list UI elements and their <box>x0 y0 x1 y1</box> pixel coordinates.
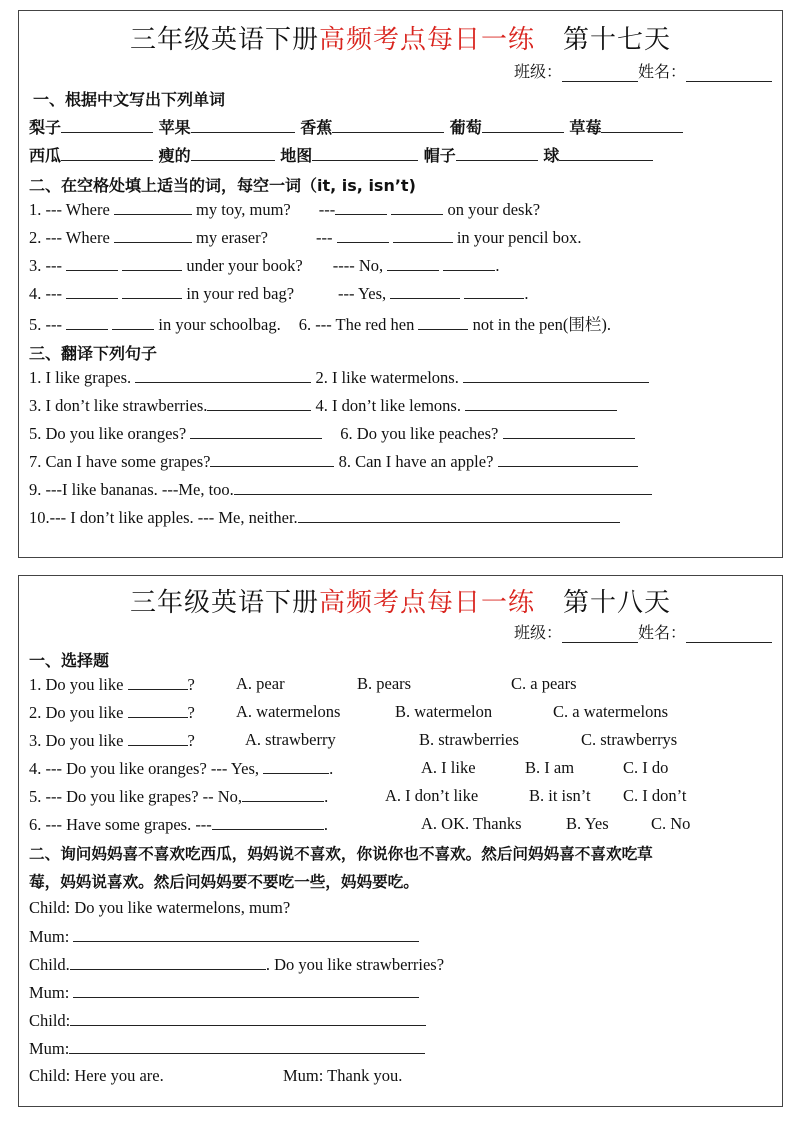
title-red: 高频考点每日一练 <box>318 588 535 618</box>
answer-blank[interactable] <box>73 982 419 998</box>
page-title <box>19 19 782 56</box>
words-row-1 <box>29 115 683 138</box>
mc-line-5 <box>29 786 687 807</box>
answer-blank[interactable] <box>559 145 653 161</box>
answer-blank[interactable] <box>128 674 188 690</box>
answer-blank[interactable] <box>70 1010 426 1026</box>
title-black: 三年级英语下册 <box>129 25 319 55</box>
answer-blank[interactable] <box>503 423 635 439</box>
q-text: 3. Do you like <box>29 731 124 750</box>
answer-blank[interactable] <box>191 145 275 161</box>
option-c[interactable]: C. a watermelons <box>553 702 669 721</box>
answer-blank[interactable] <box>393 227 453 243</box>
word-label: 地图 <box>280 146 313 165</box>
answer-blank[interactable] <box>135 367 311 383</box>
answer-blank[interactable] <box>66 283 118 299</box>
words-row-2 <box>29 143 653 166</box>
q-text: Mum: Thank you. <box>283 1066 403 1085</box>
answer-blank[interactable] <box>465 395 617 411</box>
fill-line-4 <box>29 283 529 304</box>
class-name-row <box>514 59 772 82</box>
dialog-line-7 <box>29 1066 403 1086</box>
q-text: 4. --- Do you like oranges? --- Yes, <box>29 759 260 778</box>
answer-blank[interactable] <box>312 145 418 161</box>
option-a[interactable]: A. watermelons <box>236 702 341 721</box>
q-text: . <box>329 759 334 778</box>
section2-heading: 二、在空格处填上适当的词，每空一词（it, is, isn’t) <box>29 176 416 195</box>
q-text: 7. Can I have some grapes? <box>29 452 211 471</box>
dialog-line-5 <box>29 1010 426 1031</box>
class-name-row <box>514 620 772 643</box>
option-b[interactable]: B. it isn’t <box>529 786 591 805</box>
answer-blank[interactable] <box>190 423 322 439</box>
answer-blank[interactable] <box>391 199 443 215</box>
answer-blank[interactable] <box>263 758 329 774</box>
answer-blank[interactable] <box>298 507 620 523</box>
answer-blank[interactable] <box>482 117 564 133</box>
option-b[interactable]: B. pears <box>357 674 412 693</box>
q-text: 9. ---I like bananas. ---Me, too. <box>29 480 234 499</box>
q-text: 6. Do you like peaches? <box>340 424 499 443</box>
answer-blank[interactable] <box>66 314 108 330</box>
answer-blank[interactable] <box>463 367 649 383</box>
mc-line-1 <box>29 674 577 695</box>
answer-blank[interactable] <box>212 814 324 830</box>
answer-blank[interactable] <box>112 314 154 330</box>
q-text: on your desk? <box>447 200 541 219</box>
answer-blank[interactable] <box>122 283 182 299</box>
option-c[interactable]: C. I do <box>623 758 669 777</box>
mc-line-3 <box>29 730 678 751</box>
word-label: 草莓 <box>569 118 602 137</box>
option-b[interactable]: B. Yes <box>566 814 609 833</box>
dialog-line-1: Child: Do you like watermelons, mum? <box>29 898 291 917</box>
option-a[interactable]: A. I like <box>421 758 476 777</box>
q-text: Child: Here you are. <box>29 1066 164 1085</box>
word-label: 瘦的 <box>158 146 191 165</box>
dialog-line-4 <box>29 982 419 1003</box>
translate-line-1 <box>29 367 649 388</box>
q-text: 2. I like watermelons. <box>315 368 459 387</box>
answer-blank[interactable] <box>122 255 182 271</box>
answer-blank[interactable] <box>128 730 188 746</box>
q-text: . <box>524 284 529 303</box>
mc-line-6 <box>29 814 691 835</box>
title-black: 三年级英语下册 <box>129 588 319 618</box>
word-label: 梨子 <box>29 118 62 137</box>
translate-line-3 <box>29 423 635 444</box>
answer-blank[interactable] <box>456 145 538 161</box>
option-c[interactable]: C. strawberrys <box>581 730 678 749</box>
q-text: . <box>495 256 500 275</box>
fill-line-3 <box>29 255 500 276</box>
answer-blank[interactable] <box>335 199 387 215</box>
answer-blank[interactable] <box>70 954 266 970</box>
word-label: 苹果 <box>158 118 191 137</box>
title-day: 第十七天 <box>563 25 672 55</box>
q-text: in your red bag? <box>186 284 295 303</box>
q-text: 4. --- <box>29 284 62 303</box>
answer-blank[interactable] <box>61 117 153 133</box>
q-text: my toy, mum? <box>196 200 291 219</box>
class-label: 班级： <box>513 625 562 642</box>
dialog-line-6 <box>29 1038 425 1059</box>
q-text: my eraser? <box>196 228 268 247</box>
worksheet-day17 <box>18 10 783 558</box>
q-text: ---- No, <box>332 256 384 275</box>
word-label: 球 <box>543 146 560 165</box>
title-day: 第十八天 <box>563 588 672 618</box>
answer-blank[interactable] <box>464 283 524 299</box>
answer-blank[interactable] <box>443 255 495 271</box>
q-text: . <box>324 787 329 806</box>
option-c[interactable]: C. No <box>651 814 691 833</box>
q-text: 1. --- Where <box>29 200 110 219</box>
option-b[interactable]: B. strawberries <box>419 730 519 749</box>
q-text: . Do you like strawberries? <box>265 955 445 974</box>
answer-blank[interactable] <box>207 395 311 411</box>
answer-blank[interactable] <box>128 702 188 718</box>
answer-blank[interactable] <box>242 786 324 802</box>
q-text: under your book? <box>186 256 303 275</box>
option-a[interactable]: A. OK. Thanks <box>421 814 522 833</box>
speaker: Mum: <box>29 1039 70 1058</box>
q-text: 3. I don’t like strawberries. <box>29 396 208 415</box>
speaker: Mum: <box>29 927 70 946</box>
answer-blank[interactable] <box>114 199 192 215</box>
q-text: . <box>323 815 328 834</box>
name-label: 姓名： <box>637 625 686 642</box>
q-text: 2. --- Where <box>29 228 110 247</box>
option-b[interactable]: B. watermelon <box>395 702 493 721</box>
q-text: not in the pen(围栏). <box>472 315 611 334</box>
name-blank[interactable] <box>686 626 772 643</box>
answer-blank[interactable] <box>498 451 638 467</box>
answer-blank[interactable] <box>234 479 652 495</box>
fill-line-5 <box>29 311 611 335</box>
answer-blank[interactable] <box>69 1038 425 1054</box>
section2-heading-line2: 莓，妈妈说喜欢。然后问妈妈要不要吃一些，妈妈要吃。 <box>29 873 419 891</box>
q-text: in your schoolbag. <box>158 315 281 334</box>
class-blank[interactable] <box>562 626 638 643</box>
q-text: 6. --- The red hen <box>298 315 415 334</box>
option-a[interactable]: A. pear <box>236 674 285 693</box>
translate-line-2 <box>29 395 617 416</box>
option-a[interactable]: A. I don’t like <box>385 786 479 805</box>
answer-blank[interactable] <box>601 117 683 133</box>
dialog-line-3 <box>29 954 444 975</box>
q-text: 5. --- <box>29 315 62 334</box>
option-b[interactable]: B. I am <box>525 758 575 777</box>
class-blank[interactable] <box>562 65 638 82</box>
word-label: 西瓜 <box>29 146 62 165</box>
word-label: 香蕉 <box>300 118 333 137</box>
q-text: 6. --- Have some grapes. --- <box>29 815 212 834</box>
page-title <box>19 582 782 619</box>
q-text: ? <box>187 731 195 750</box>
q-text: 5. --- Do you like grapes? -- No, <box>29 787 243 806</box>
q-text: 1. I like grapes. <box>29 368 132 387</box>
answer-blank[interactable] <box>418 314 468 330</box>
word-label: 葡萄 <box>449 118 482 137</box>
answer-blank[interactable] <box>337 227 389 243</box>
answer-blank[interactable] <box>114 227 192 243</box>
name-blank[interactable] <box>686 65 772 82</box>
q-text: 2. Do you like <box>29 703 124 722</box>
q-text: 1. Do you like <box>29 675 124 694</box>
answer-blank[interactable] <box>66 255 118 271</box>
mc-line-2 <box>29 702 669 723</box>
fill-line-1 <box>29 199 540 220</box>
answer-blank[interactable] <box>61 145 153 161</box>
q-text: 5. Do you like oranges? <box>29 424 187 443</box>
name-label: 姓名： <box>637 64 686 81</box>
section1-heading: 一、选择题 <box>29 651 110 670</box>
option-c[interactable]: C. a pears <box>511 674 577 693</box>
answer-blank[interactable] <box>332 117 444 133</box>
answer-blank[interactable] <box>390 283 460 299</box>
option-c[interactable]: C. I don’t <box>623 786 687 805</box>
mc-line-4 <box>29 758 669 779</box>
answer-blank[interactable] <box>210 451 334 467</box>
translate-line-4 <box>29 451 638 472</box>
answer-blank[interactable] <box>191 117 295 133</box>
word-label: 帽子 <box>423 146 456 165</box>
q-text: 3. --- <box>29 256 62 275</box>
speaker: Mum: <box>29 983 70 1002</box>
translate-line-5 <box>29 479 652 500</box>
worksheet-day18 <box>18 575 783 1107</box>
answer-blank[interactable] <box>387 255 439 271</box>
speaker: Child: <box>29 1011 71 1030</box>
q-text: in your pencil box. <box>456 228 582 247</box>
q-text: 4. I don’t like lemons. <box>315 396 461 415</box>
fill-line-2 <box>29 227 581 248</box>
q-text: --- Yes, <box>338 284 387 303</box>
title-red: 高频考点每日一练 <box>318 25 535 55</box>
q-text: ? <box>187 675 195 694</box>
q-text: 10.--- I don’t like apples. --- Me, neither. <box>29 508 298 527</box>
q-text: --- <box>318 200 336 219</box>
section2-heading-line1: 二、询问妈妈喜不喜欢吃西瓜，妈妈说不喜欢，你说你也不喜欢。然后问妈妈喜不喜欢吃草 <box>29 845 653 863</box>
option-a[interactable]: A. strawberry <box>245 730 336 749</box>
section1-heading: 一、根据中文写出下列单词 <box>33 90 226 109</box>
speaker: Child. <box>29 955 70 974</box>
q-text: 8. Can I have an apple? <box>338 452 494 471</box>
q-text: --- <box>315 228 333 247</box>
q-text: ? <box>187 703 195 722</box>
translate-line-6 <box>29 507 620 528</box>
class-label: 班级： <box>513 64 562 81</box>
section3-heading: 三、翻译下列句子 <box>29 344 158 363</box>
dialog-line-2 <box>29 926 419 947</box>
answer-blank[interactable] <box>73 926 419 942</box>
